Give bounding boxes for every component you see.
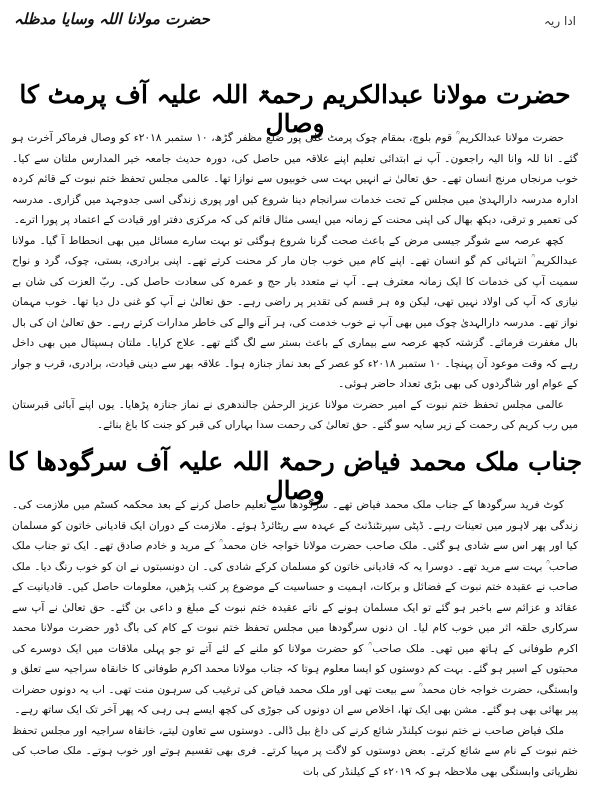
- editor-name: حضرت مولانا اللہ وسایا مدظلہ: [14, 10, 210, 28]
- article-1-title: حضرت مولانا عبدالکریم رحمۃ اللہ علیہ آف پرمٹ کا وصال: [19, 80, 571, 138]
- article-2-title: جناب ملک محمد فیاض رحمۃ اللہ علیہ آف سرگودھا کا وصال: [7, 447, 583, 505]
- page-header: [14, 10, 576, 38]
- article-1-paragraph: حضرت مولانا عبدالکریم ؒ قوم بلوچ، بمقام چوک پرمٹ علی پور ضلع مظفر گڑھ، ۱۰ ستمبر ۲۰۱۸ء کو وصال فرماکر آخرت ہو گئے۔ انا للہ وانا الیہ راجعون۔ آپ نے ابتدائی تعلیم اپنے علاقہ میں حاصل کی، دورہ حدیث جامعہ خیر المدارس ملتان سے کیا۔ خوب مرنجاں مرنج انسان تھے۔ حق تعالیٰ نے انہیں بہت سی خوبیوں سے نوازا تھا۔ عالمی مجلس تحفظ ختم نبوت کے قائم کردہ ادارہ مدرسہ دارالہدیٰ میں مجلس کے تحت خدمات سرانجام دینا شروع کیں اور پوری زندگی اسی جدوجہد میں گزاری۔ مدرسہ کی تعمیر و ترقی، دیکھ بھال کی اپنی محنت کے زمانہ میں ایسی مثال قائم کی کہ مرکزی دفتر اور قیادت کے اعتماد پر پورا اترے۔: [12, 132, 578, 226]
- article-1-paragraph: کچھ عرصہ سے شوگر جیسی مرض کے باعث صحت گرنا شروع ہوگئی تو بہت سارے مسائل میں بھی انحطاط آ گیا۔ مولانا عبدالکریم ؒ انتہائی کم گو انسان تھے۔ اپنے کام میں خوب جان مار کر محنت کرتے تھے۔ اپنی برادری، بستی، چوک، گرد و نواح سمیت آپ کی خدمات کا ایک زمانہ معترف ہے۔ آپ نے متعدد بار حج و عمرہ کی سعادت حاصل کی۔ ربّ العزت کی شان بے نیازی کہ آپ کی اولاد نہیں تھی، لیکن وہ ہر قسم کی تقدیر پر راضی رہے۔ حق تعالیٰ نے آپ کو غنی دل دیا تھا۔ خوب مہمان نواز تھے۔ مدرسہ دارالہدیٰ چوک میں بھی آپ نے خوب خدمت کی، ہر آنے والے کی خاطر مدارات کرتے رہے۔ حق تعالیٰ ان کی بال بال مغفرت فرمائے۔ گزشتہ کچھ عرصہ سے بیماری کے باعث بستر سے لگ گئے تھے۔ علاج کرایا۔ ملتان ہسپتال میں بھی داخل رہے کہ وقت موعود آن پہنچا۔ ۱۰ ستمبر ۲۰۱۸ء کو عصر کے بعد نماز جنازہ ہوا۔ علاقہ بھر سے دینی قیادت، برادری، قرب و جوار کے عوام اور شاگردوں کی بھی بڑی تعداد حاضر ہوئی۔: [12, 234, 579, 390]
- article-2-paragraph: ملک فیاض صاحب نے ختم نبوت کیلنڈر شائع کرنے کی داغ بیل ڈالی۔ دوستوں سے تعاون لیتے، خانقاہ سراجیہ اور مجلس تحفظ ختم نبوت کے نام سے شائع کرتے۔ بعض دوستوں کو لاگت پر مہیا کرتے۔ فری بھی تقسیم ہوتے اور خوب ہوتے۔ ملک صاحب کی نظریاتی وابستگی بھی ملاحظہ ہو کہ ۲۰۱۹ء کے کیلنڈر کی بات: [12, 724, 578, 778]
- article-1-body: [12, 128, 578, 436]
- article-2-paragraph: کوٹ فرید سرگودھا کے جناب ملک محمد فیاض تھے۔ سرگودھا سے تعلیم حاصل کرنے کے بعد محکمہ کسٹم میں ملازمت کی۔ زندگی بھر لاہور میں تعینات رہے۔ ڈپٹی سپرنٹنڈنٹ کے عہدہ سے ریٹائرڈ ہوئے۔ ملازمت کے دوران ایک قادیانی خاتون کو مسلمان کیا اور پھر اس سے شادی ہو گئی۔ ملک صاحب حضرت مولانا خواجہ خان محمد ؒ کے مرید و خادم صادق تھے۔ ایک تو جناب ملک صاحب ؒ بہت سے مرید تھے۔ دوسرا یہ کہ قادیانی خاتون کو مسلمان کرکے شادی کی۔ ان دونسبتوں نے ان کو خوب رنگ دیا۔ ملک صاحب نے عقیدہ ختم نبوت کے فضائل و برکات، اہمیت و حساسیت کے موضوع پر کتب پڑھیں، معلومات حاصل کیں۔ قادیانیت کے عقائد و عزائم سے باخبر ہو گئے تو ایک مسلمان ہونے کے ناتے عقیدہ ختم نبوت کے مبلغ و داعی بن گئے۔ حق تعالیٰ نے آپ سے سرکاری حلقہ اثر میں خوب کام لیا۔ ان دنوں سرگودھا میں مجلس تحفظ ختم نبوت کے کام کی باگ ڈور حضرت مولانا محمد اکرم طوفانی کے ہاتھ میں تھی۔ ملک صاحب ؒ کو حضرت مولانا کو ملنے کے لئے آتے تو جو پہلی ملاقات میں ایک دوسرے کی محبتوں کے اسیر ہو گئے۔ بہت کم دوستوں کو ایسا معلوم ہوتا کہ جناب مولانا محمد اکرم طوفانی کا خانقاہ سراجیہ سے تعلق و وابستگی، حضرت خواجہ خان محمد ؒ سے بیعت تھی اور ملک محمد فیاض کی ترغیب کی سرہون منت تھی۔ اب یہ دونوں حضرات پیر بھائی بھی ہو گئے۔ مشن بھی ایک تھا، اخلاص سے ان دونوں کی جوڑی کی کچھ ایسے ہی رہی کہ پھر آخر تک ایک ساتھ رہے۔: [12, 499, 578, 716]
- article-2-body: [12, 495, 578, 782]
- article-1-paragraph: عالمی مجلس تحفظ ختم نبوت کے امیر حضرت مولانا عزیز الرحمٰن جالندھری نے نماز جنازہ پڑھایا۔ یوں اپنے آبائی قبرستان میں رب کریم کی رحمت کے زیر سایہ سو گئے۔ حق تعالیٰ کی رحمت سدا بہاراں کی قبر کو جنت کا باغ بنائے۔: [12, 398, 578, 431]
- section-label: ادا ریہ: [544, 14, 576, 28]
